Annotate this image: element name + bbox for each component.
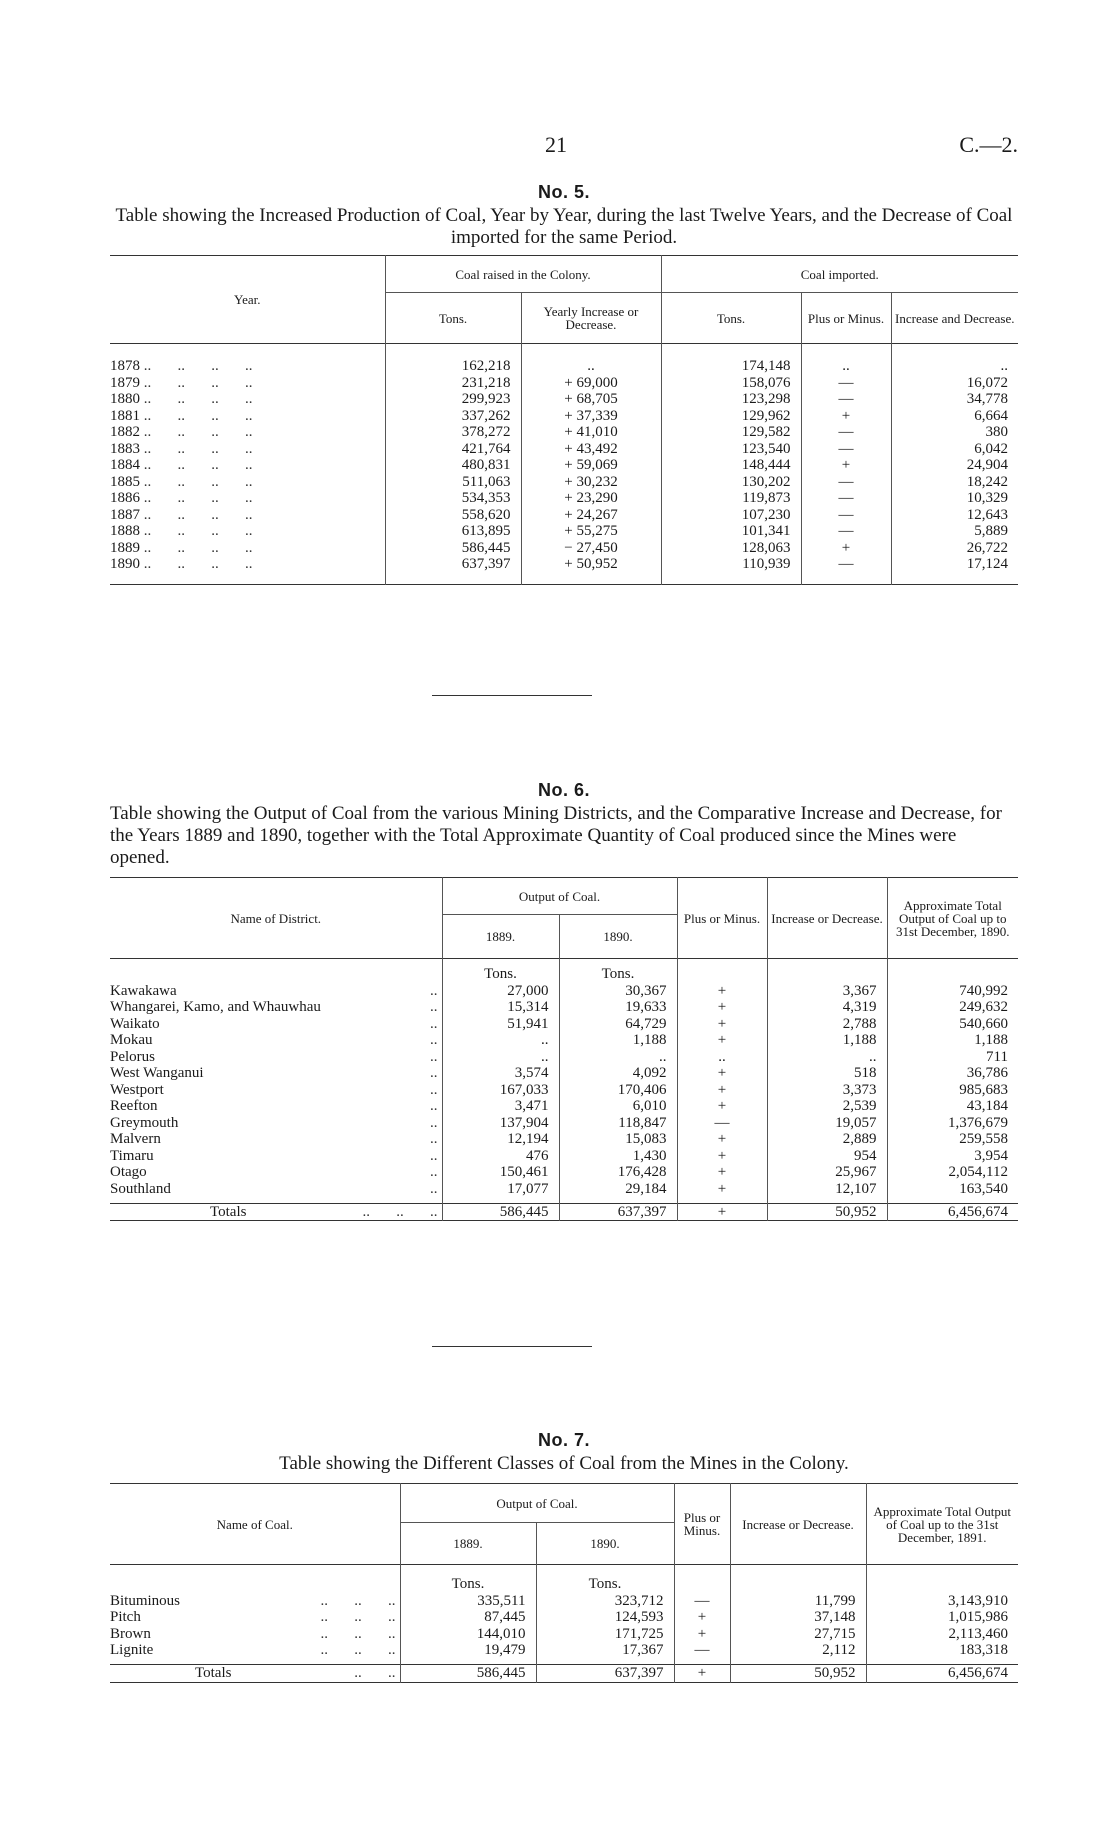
cell-imported: 129,962 — [661, 408, 801, 425]
section-divider — [432, 1346, 592, 1347]
cell-1889: 167,033 — [442, 1082, 559, 1099]
table-row: 1888 .. .. .. .. 613,895 + 55,275 101,341 — 5,889 — [110, 523, 1018, 540]
table-row: Malvern .. 12,194 15,083 + 2,889 259,558 — [110, 1131, 1018, 1148]
cell-incdec: 10,329 — [966, 490, 1008, 506]
col-header-year: Year. — [110, 256, 385, 344]
col-header-1889: 1889. — [400, 1523, 536, 1565]
row-year: 1881 — [110, 407, 140, 424]
row-name: Pelorus — [110, 1048, 155, 1065]
cell-1890: 19,633 — [559, 999, 677, 1016]
cell-imported: 110,939 — [661, 556, 801, 573]
cell-1889: 3,471 — [442, 1098, 559, 1115]
cell-1890: 124,593 — [536, 1609, 674, 1626]
cell-imported: 123,298 — [661, 391, 801, 408]
table-row: Timaru .. 476 1,430 + 954 3,954 — [110, 1148, 1018, 1165]
cell-imported: 130,202 — [661, 474, 801, 491]
table-7-section — [110, 1430, 1018, 1683]
cell-1889: .. — [442, 1032, 559, 1049]
cell-incdec: 11,799 — [730, 1593, 866, 1610]
cell-imported: 158,076 — [661, 375, 801, 392]
table-row: Whangarei, Kamo, and Whauwhau .. 15,314 19,633 + 4,319 249,632 — [110, 999, 1018, 1016]
cell-change: − 27,450 — [521, 540, 661, 557]
total-sign: + — [674, 1665, 730, 1683]
col-header-increase-decrease: Increase or Decrease. — [730, 1484, 866, 1565]
cell-raised: 480,831 — [385, 457, 521, 474]
cell-imported: 119,873 — [661, 490, 801, 507]
cell-change: + 50,952 — [521, 556, 661, 573]
totals-label: Totals — [210, 1203, 247, 1220]
cell-1890: 1,188 — [559, 1032, 677, 1049]
row-year: 1884 — [110, 457, 140, 473]
table-row: Lignite .. .. .. 19,479 17,367 — 2,112 183,318 — [110, 1642, 1018, 1659]
row-name: Mokau — [110, 1032, 153, 1048]
cell-change: + 55,275 — [521, 523, 661, 540]
table-row: Mokau .. .. 1,188 + 1,188 1,188 — [110, 1032, 1018, 1049]
cell-sign: + — [677, 1016, 767, 1033]
cell-raised: 421,764 — [385, 441, 521, 458]
col-group-output: Output of Coal. — [442, 878, 677, 915]
cell-change: + 69,000 — [521, 375, 661, 392]
cell-1890: 15,083 — [559, 1131, 677, 1148]
total-1889: 586,445 — [442, 1203, 559, 1221]
table-row: Pitch .. .. .. 87,445 124,593 + 37,148 1,015,986 — [110, 1609, 1018, 1626]
cell-raised: 511,063 — [385, 474, 521, 491]
col-group-coal-imported: Coal imported. — [661, 256, 1018, 293]
cell-raised: 231,218 — [385, 375, 521, 392]
cell-incdec: .. — [767, 1049, 887, 1066]
table-row: 1889 .. .. .. .. 586,445 − 27,450 128,063 + 26,722 — [110, 540, 1018, 557]
cell-incdec: 2,539 — [767, 1098, 887, 1115]
cell-raised: 637,397 — [385, 556, 521, 573]
table-5-section — [110, 182, 1018, 585]
col-header-increase-decrease: Increase or Decrease. — [767, 878, 887, 959]
row-name: Timaru — [110, 1147, 154, 1164]
table-row: 1879 .. .. .. .. 231,218 + 69,000 158,076 — 16,072 — [110, 375, 1018, 392]
cell-incdec: 954 — [767, 1148, 887, 1165]
cell-incdec: 2,889 — [767, 1131, 887, 1148]
section-divider — [432, 695, 592, 696]
cell-incdec: 25,967 — [767, 1164, 887, 1181]
table-6-section — [110, 780, 1018, 1221]
cell-sign: — — [801, 375, 891, 392]
table-row: Pelorus .. .. .. .. .. 711 — [110, 1049, 1018, 1066]
cell-incdec: 37,148 — [730, 1609, 866, 1626]
row-year: 1885 — [110, 473, 140, 490]
totals-label: Totals — [195, 1665, 232, 1681]
cell-total: 540,660 — [959, 1015, 1008, 1032]
cell-raised: 378,272 — [385, 424, 521, 441]
cell-1890: 6,010 — [559, 1098, 677, 1115]
cell-1890: 170,406 — [559, 1082, 677, 1099]
cell-incdec: 380 — [985, 424, 1008, 440]
cell-incdec: 17,124 — [966, 556, 1008, 572]
table-7 — [110, 1483, 1018, 1683]
cell-incdec: 2,112 — [730, 1642, 866, 1659]
cell-change: + 23,290 — [521, 490, 661, 507]
col-header-approx-total: Approximate Total Output of Coal up to 31st December, 1890. — [895, 897, 1010, 939]
cell-total: 1,376,679 — [948, 1114, 1008, 1131]
page-header — [0, 132, 1114, 160]
cell-1889: 19,479 — [400, 1642, 536, 1659]
cell-total: 2,054,112 — [948, 1164, 1008, 1180]
cell-1889: 476 — [442, 1148, 559, 1165]
row-year: 1889 — [110, 539, 140, 556]
cell-change: + 41,010 — [521, 424, 661, 441]
cell-incdec: 12,643 — [966, 506, 1008, 523]
table-caption: Table showing the Different Classes of Coal from the Mines in the Colony. — [279, 1453, 849, 1474]
cell-total: 985,683 — [959, 1081, 1008, 1098]
cell-total: 1,188 — [974, 1032, 1008, 1048]
table-row: 1885 .. .. .. .. 511,063 + 30,232 130,202 — 18,242 — [110, 474, 1018, 491]
totals-row: Totals .. .. 586,445 637,397 + 50,952 6,456,674 — [110, 1665, 1018, 1683]
table-row: 1880 .. .. .. .. 299,923 + 68,705 123,298 — 34,778 — [110, 391, 1018, 408]
cell-total: 249,632 — [959, 999, 1008, 1015]
cell-sign: — — [674, 1642, 730, 1659]
cell-sign: + — [677, 1082, 767, 1099]
cell-sign: — — [677, 1115, 767, 1132]
units-label: Tons. — [536, 1565, 674, 1593]
table-row: Westport .. 167,033 170,406 + 3,373 985,683 — [110, 1082, 1018, 1099]
row-year: 1886 — [110, 490, 140, 506]
cell-1890: 176,428 — [559, 1164, 677, 1181]
row-year: 1887 — [110, 506, 140, 523]
cell-change: + 30,232 — [521, 474, 661, 491]
cell-incdec: 16,072 — [966, 374, 1008, 391]
row-name: Westport — [110, 1081, 164, 1098]
units-label: Tons. — [400, 1565, 536, 1593]
cell-imported: 129,582 — [661, 424, 801, 441]
cell-1890: .. — [559, 1049, 677, 1066]
row-name: Kawakawa — [110, 982, 177, 999]
row-year: 1888 — [110, 523, 140, 539]
cell-1890: 118,847 — [559, 1115, 677, 1132]
cell-1889: 51,941 — [442, 1016, 559, 1033]
cell-sign: — — [801, 556, 891, 573]
cell-sign: + — [801, 457, 891, 474]
cell-1889: 17,077 — [442, 1181, 559, 1198]
cell-1889: 137,904 — [442, 1115, 559, 1132]
cell-imported: 128,063 — [661, 540, 801, 557]
total-1889: 586,445 — [400, 1665, 536, 1683]
cell-change: + 43,492 — [521, 441, 661, 458]
document-reference: C.—2. — [959, 132, 1018, 157]
row-year: 1880 — [110, 391, 140, 407]
cell-1890: 30,367 — [559, 983, 677, 1000]
cell-total: 1,015,986 — [948, 1609, 1008, 1625]
table-row: 1883 .. .. .. .. 421,764 + 43,492 123,540 — 6,042 — [110, 441, 1018, 458]
cell-1889: 144,010 — [400, 1626, 536, 1643]
col-group-coal-raised: Coal raised in the Colony. — [385, 256, 661, 293]
total-incdec: 50,952 — [730, 1665, 866, 1683]
row-year: 1883 — [110, 440, 140, 457]
table-caption: Table showing the Increased Production of Coal, Year by Year, during the last Twelve Years, and the Decrease of Coal imported for the same Period. — [115, 205, 1013, 248]
cell-sign: .. — [801, 358, 891, 375]
cell-raised: 586,445 — [385, 540, 521, 557]
table-row: 1887 .. .. .. .. 558,620 + 24,267 107,230 — 12,643 — [110, 507, 1018, 524]
table-row: 1882 .. .. .. .. 378,272 + 41,010 129,582 — 380 — [110, 424, 1018, 441]
cell-sign: + — [677, 1131, 767, 1148]
cell-sign: + — [677, 1032, 767, 1049]
table-row: Kawakawa .. 27,000 30,367 + 3,367 740,992 — [110, 983, 1018, 1000]
cell-sign: — — [801, 490, 891, 507]
cell-1890: 1,430 — [559, 1148, 677, 1165]
total-incdec: 50,952 — [767, 1203, 887, 1221]
table-row: 1884 .. .. .. .. 480,831 + 59,069 148,444 + 24,904 — [110, 457, 1018, 474]
cell-change: + 59,069 — [521, 457, 661, 474]
cell-1889: 15,314 — [442, 999, 559, 1016]
cell-change: + 24,267 — [521, 507, 661, 524]
cell-1890: 323,712 — [536, 1593, 674, 1610]
row-name: West Wanganui — [110, 1065, 204, 1081]
table-row: Brown .. .. .. 144,010 171,725 + 27,715 2,113,460 — [110, 1626, 1018, 1643]
cell-sign: + — [674, 1626, 730, 1643]
col-header-plus-minus: Plus or Minus. — [674, 1484, 730, 1565]
total-sign: + — [677, 1203, 767, 1221]
cell-sign: + — [677, 1098, 767, 1115]
col-header-1890: 1890. — [559, 915, 677, 959]
table-row: Greymouth .. 137,904 118,847 — 19,057 1,376,679 — [110, 1115, 1018, 1132]
table-row: Reefton .. 3,471 6,010 + 2,539 43,184 — [110, 1098, 1018, 1115]
col-header-imported-tons: Tons. — [661, 293, 801, 344]
row-year: 1878 — [110, 358, 140, 374]
cell-total: 740,992 — [959, 982, 1008, 999]
table-row: Bituminous .. .. .. 335,511 323,712 — 11,799 3,143,910 — [110, 1593, 1018, 1610]
col-header-1890: 1890. — [536, 1523, 674, 1565]
table-row: 1881 .. .. .. .. 337,262 + 37,339 129,962 + 6,664 — [110, 408, 1018, 425]
cell-sign: + — [677, 999, 767, 1016]
total-approx: 6,456,674 — [887, 1203, 1018, 1221]
table-row: Southland .. 17,077 29,184 + 12,107 163,540 — [110, 1181, 1018, 1198]
row-name: Otago — [110, 1164, 147, 1180]
cell-incdec: 34,778 — [966, 391, 1008, 407]
cell-1890: 17,367 — [536, 1642, 674, 1659]
col-group-output: Output of Coal. — [400, 1484, 674, 1523]
cell-total: 3,143,910 — [948, 1592, 1008, 1609]
table-6 — [110, 877, 1018, 1221]
col-header-1889: 1889. — [442, 915, 559, 959]
row-name: Southland — [110, 1180, 171, 1197]
cell-1889: 150,461 — [442, 1164, 559, 1181]
cell-sign: + — [677, 1164, 767, 1181]
row-name: Brown — [110, 1625, 151, 1642]
cell-incdec: 12,107 — [767, 1181, 887, 1198]
cell-imported: 174,148 — [661, 358, 801, 375]
cell-total: 163,540 — [959, 1180, 1008, 1197]
cell-change: + 68,705 — [521, 391, 661, 408]
col-header-district: Name of District. — [110, 878, 442, 959]
row-year: 1879 — [110, 374, 140, 391]
row-name: Lignite — [110, 1642, 154, 1658]
cell-sign: — — [801, 424, 891, 441]
table-number: No. 5. — [537, 182, 590, 202]
col-header-name-of-coal: Name of Coal. — [110, 1484, 400, 1565]
cell-incdec: 27,715 — [730, 1626, 866, 1643]
row-name: Malvern — [110, 1131, 161, 1147]
cell-1889: 12,194 — [442, 1131, 559, 1148]
cell-raised: 534,353 — [385, 490, 521, 507]
row-year: 1890 — [110, 556, 140, 572]
cell-raised: 337,262 — [385, 408, 521, 425]
table-caption: Table showing the Output of Coal from the various Mining Districts, and the Comparative Increase and Decrease, for the Years 1889 and 1890, together with the Total Approximate Quantity of Coal produced since the Mines were opened. — [110, 803, 1002, 868]
cell-total: 711 — [986, 1048, 1008, 1065]
units-label: Tons. — [442, 959, 559, 983]
cell-change: .. — [521, 358, 661, 375]
cell-sign: + — [801, 540, 891, 557]
row-name: Reefton — [110, 1098, 158, 1114]
cell-1890: 64,729 — [559, 1016, 677, 1033]
cell-incdec: 1,188 — [767, 1032, 887, 1049]
page-number: 21 — [545, 132, 567, 157]
cell-sign: + — [677, 1065, 767, 1082]
cell-incdec: 3,367 — [767, 983, 887, 1000]
cell-1890: 4,092 — [559, 1065, 677, 1082]
col-header-approx-total: Approximate Total Output of Coal up to the 31st December, 1891. — [873, 1503, 1011, 1545]
table-number: No. 6. — [537, 780, 590, 800]
cell-sign: + — [674, 1609, 730, 1626]
cell-sign: + — [677, 983, 767, 1000]
col-header-tons: Tons. — [385, 293, 521, 344]
cell-total: 259,558 — [959, 1131, 1008, 1147]
cell-1890: 171,725 — [536, 1626, 674, 1643]
cell-total: 3,954 — [974, 1147, 1008, 1164]
cell-sign: + — [677, 1148, 767, 1165]
table-row: Otago .. 150,461 176,428 + 25,967 2,054,112 — [110, 1164, 1018, 1181]
col-header-plus-minus: Plus or Minus. — [677, 878, 767, 959]
table-row: 1878 .. .. .. .. 162,218 .. 174,148 .. .. — [110, 358, 1018, 375]
table-row: 1890 .. .. .. .. 637,397 + 50,952 110,939 — 17,124 — [110, 556, 1018, 573]
cell-raised: 558,620 — [385, 507, 521, 524]
cell-total: 43,184 — [966, 1098, 1008, 1114]
cell-incdec: 6,042 — [974, 440, 1008, 457]
cell-sign: — — [801, 391, 891, 408]
cell-incdec: 6,664 — [974, 407, 1008, 424]
cell-sign: — — [801, 523, 891, 540]
cell-sign: + — [801, 408, 891, 425]
cell-total: 36,786 — [966, 1065, 1008, 1081]
cell-change: + 37,339 — [521, 408, 661, 425]
table-row: Waikato .. 51,941 64,729 + 2,788 540,660 — [110, 1016, 1018, 1033]
cell-incdec: 18,242 — [966, 473, 1008, 490]
cell-total: 183,318 — [959, 1642, 1008, 1658]
cell-imported: 123,540 — [661, 441, 801, 458]
cell-1889: .. — [442, 1049, 559, 1066]
cell-raised: 613,895 — [385, 523, 521, 540]
table-number: No. 7. — [537, 1430, 590, 1450]
cell-1889: 27,000 — [442, 983, 559, 1000]
cell-incdec: 4,319 — [767, 999, 887, 1016]
cell-sign: — — [801, 507, 891, 524]
cell-1890: 29,184 — [559, 1181, 677, 1198]
cell-1889: 87,445 — [400, 1609, 536, 1626]
table-row: West Wanganui .. 3,574 4,092 + 518 36,786 — [110, 1065, 1018, 1082]
row-name: Greymouth — [110, 1114, 179, 1131]
row-name: Waikato — [110, 1015, 160, 1032]
row-name: Whangarei, Kamo, and Whauwhau — [110, 999, 321, 1015]
cell-sign: .. — [677, 1049, 767, 1066]
cell-incdec: 518 — [767, 1065, 887, 1082]
cell-raised: 299,923 — [385, 391, 521, 408]
total-1890: 637,397 — [536, 1665, 674, 1683]
row-year: 1882 — [110, 424, 140, 440]
table-5 — [110, 255, 1018, 585]
cell-imported: 107,230 — [661, 507, 801, 524]
cell-incdec: 26,722 — [966, 539, 1008, 556]
units-label: Tons. — [559, 959, 677, 983]
cell-incdec: 24,904 — [966, 457, 1008, 473]
col-header-increase-decrease: Increase and Decrease. — [895, 310, 1015, 326]
cell-1889: 3,574 — [442, 1065, 559, 1082]
cell-1889: 335,511 — [400, 1593, 536, 1610]
table-row: 1886 .. .. .. .. 534,353 + 23,290 119,873 — 10,329 — [110, 490, 1018, 507]
cell-imported: 148,444 — [661, 457, 801, 474]
cell-incdec: .. — [1000, 358, 1008, 374]
total-1890: 637,397 — [559, 1203, 677, 1221]
cell-imported: 101,341 — [661, 523, 801, 540]
cell-incdec: 19,057 — [767, 1115, 887, 1132]
cell-sign: — — [801, 474, 891, 491]
cell-sign: — — [801, 441, 891, 458]
totals-row: Totals .. .. .. 586,445 637,397 + 50,952 6,456,674 — [110, 1203, 1018, 1221]
cell-raised: 162,218 — [385, 358, 521, 375]
cell-sign: — — [674, 1593, 730, 1610]
row-name: Bituminous — [110, 1592, 181, 1609]
row-name: Pitch — [110, 1609, 141, 1625]
col-header-plus-minus: Plus or Minus. — [801, 293, 891, 344]
total-approx: 6,456,674 — [866, 1665, 1018, 1683]
col-header-yearly-change: Yearly Increase or Decrease. — [521, 293, 661, 344]
cell-sign: + — [677, 1181, 767, 1198]
cell-incdec: 3,373 — [767, 1082, 887, 1099]
cell-incdec: 5,889 — [974, 523, 1008, 539]
cell-incdec: 2,788 — [767, 1016, 887, 1033]
cell-total: 2,113,460 — [948, 1625, 1008, 1642]
